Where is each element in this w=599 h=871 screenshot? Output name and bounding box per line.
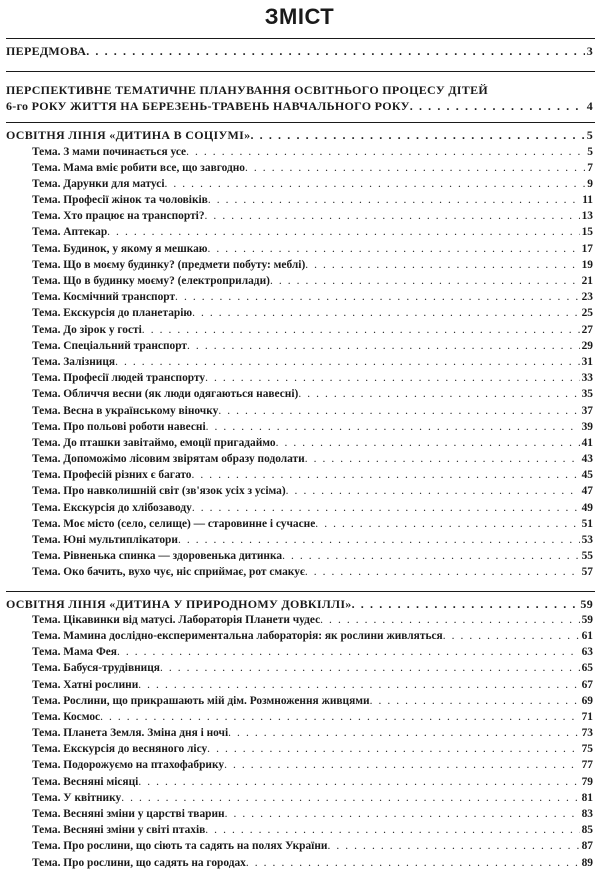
toc-entry-topic[interactable]: [6, 435, 593, 451]
toc-entry-section-nature[interactable]: [6, 596, 593, 612]
topic-page: 69: [581, 694, 593, 707]
dot-leader: [224, 757, 580, 773]
toc-entry-topic[interactable]: [6, 612, 593, 628]
dot-leader: [352, 596, 579, 612]
dot-leader: [250, 127, 584, 143]
dot-leader: [208, 241, 580, 257]
topic-label: Тема. Подорожуємо на птахофабрику: [32, 759, 225, 772]
dot-leader: [270, 273, 580, 289]
dot-leader: [205, 822, 579, 838]
planning-title-line1[interactable]: ПЕРСПЕКТИВНЕ ТЕМАТИЧНЕ ПЛАНУВАННЯ ОСВІТНЬОГО ПРОЦЕСУ ДІТЕЙ: [6, 83, 489, 98]
entry-page: 3: [586, 43, 593, 58]
dot-leader: [121, 790, 579, 806]
toc-entry-topic[interactable]: [6, 467, 593, 483]
dot-leader: [320, 612, 579, 628]
topic-label: Тема. Космічний транспорт: [32, 291, 176, 304]
topic-page: 55: [581, 550, 593, 563]
topic-page: 63: [581, 646, 593, 659]
topic-label: Тема. У квітнику: [32, 791, 122, 804]
topic-page: 23: [581, 291, 593, 304]
topic-page: 59: [581, 613, 593, 626]
topic-page: 51: [581, 517, 593, 530]
dot-leader: [205, 208, 580, 224]
dot-leader: [192, 500, 580, 516]
topic-page: 29: [581, 339, 593, 352]
topic-label: Тема. Що в моєму будинку? (предмети побуту: меблі): [32, 258, 306, 271]
toc-entry-topic[interactable]: [6, 855, 593, 871]
toc-entry-topic[interactable]: [6, 241, 593, 257]
toc-entry-topic[interactable]: [6, 419, 593, 435]
topic-page: 85: [581, 824, 593, 837]
section-label: ОСВІТНЯ ЛІНІЯ «ДИТИНА В СОЦІУМІ»: [6, 128, 251, 143]
toc-entry-topic[interactable]: [6, 208, 593, 224]
topic-label: Тема. Про польові роботи навесні: [32, 420, 206, 433]
dot-leader: [160, 660, 580, 676]
dot-leader: [192, 467, 580, 483]
topic-page: 67: [581, 678, 593, 691]
entry-label: ПЕРЕДМОВА: [6, 43, 87, 58]
dot-leader: [218, 403, 579, 419]
topic-label: Тема. Професій різних є багато: [32, 469, 192, 482]
toc-entry-topic[interactable]: [6, 144, 593, 160]
section-page: 59: [580, 596, 593, 611]
toc-entry-topic[interactable]: [6, 305, 593, 321]
topic-label: Тема. Обличчя весни (як люди одягаються навесні): [32, 388, 299, 401]
dot-leader: [305, 451, 580, 467]
topic-page: 89: [581, 856, 593, 869]
dot-leader: [327, 838, 579, 854]
topic-label: Тема. З мами починається усе: [32, 145, 187, 158]
topic-label: Тема. Бабуся-трудівниця: [32, 662, 160, 675]
dot-leader: [228, 725, 579, 741]
topic-label: Тема. Мама Фея: [32, 646, 117, 659]
toc-entry-topic[interactable]: [6, 192, 593, 208]
dot-leader: [107, 224, 579, 240]
topic-page: 33: [581, 372, 593, 385]
dot-leader: [117, 644, 580, 660]
topic-page: 49: [581, 501, 593, 514]
dot-leader: [443, 628, 580, 644]
dot-leader: [115, 354, 580, 370]
topic-label: Тема. Що в будинку моєму? (електроприлади): [32, 275, 270, 288]
dot-leader: [138, 774, 579, 790]
topic-page: 7: [587, 161, 593, 174]
dot-leader: [246, 855, 580, 871]
topic-page: 41: [581, 436, 593, 449]
topic-label: Тема. Будинок, у якому я мешкаю: [32, 242, 208, 255]
topic-page: 47: [581, 485, 593, 498]
toc-entry-topic[interactable]: [6, 660, 593, 676]
toc-entry-topic[interactable]: [6, 838, 593, 854]
toc-entry-topic[interactable]: [6, 516, 593, 532]
toc-entry-topic[interactable]: [6, 322, 593, 338]
dot-leader: [298, 386, 579, 402]
dot-leader: [100, 709, 580, 725]
topic-label: Тема. Екскурсія до хлібозаводу: [32, 501, 192, 514]
topic-page: 35: [581, 388, 593, 401]
topic-page: 21: [581, 275, 593, 288]
topic-page: 17: [581, 242, 593, 255]
topic-label: Тема. Аптекар: [32, 226, 108, 239]
dot-leader: [186, 144, 585, 160]
section-page: 5: [586, 128, 593, 143]
topic-label: Тема. Мамина дослідно-експериментальна лабораторія: як рослини живляться: [32, 629, 443, 642]
toc-entry-topic[interactable]: [6, 273, 593, 289]
toc-entry-topic[interactable]: [6, 806, 593, 822]
dot-leader: [175, 289, 580, 305]
dot-leader: [305, 564, 580, 580]
topic-label: Тема. Мама вміє робити все, що завгодно: [32, 161, 246, 174]
topic-label: Тема. Весняні зміни у царстві тварин: [32, 808, 225, 821]
toc-entry-planning[interactable]: [6, 98, 593, 114]
topic-label: Тема. До зірок у гості: [32, 323, 142, 336]
topic-page: 71: [581, 710, 593, 723]
topic-label: Тема. Планета Земля. Зміна дня і ночі: [32, 727, 229, 740]
topic-label: Тема. Про навколишній світ (зв'язок усіх з усіма): [32, 485, 286, 498]
topic-label: Тема. Око бачить, вухо чує, ніс сприймає, рот смакує: [32, 566, 305, 579]
toc-entry-preface[interactable]: [6, 43, 593, 59]
topic-label: Тема. До пташки завітаймо, емоції пригадаймо: [32, 436, 276, 449]
toc-entry-topic[interactable]: [6, 338, 593, 354]
toc-entry-topic[interactable]: [6, 451, 593, 467]
dot-leader: [165, 176, 586, 192]
topic-page: 15: [581, 226, 593, 239]
toc-entry-topic[interactable]: [6, 564, 593, 580]
planning-section: [0, 72, 599, 122]
topic-label: Тема. Спеціальний транспорт: [32, 339, 188, 352]
topic-page: 43: [581, 453, 593, 466]
topic-page: 27: [581, 323, 593, 336]
toc-entry-topic[interactable]: [6, 500, 593, 516]
dot-leader: [305, 257, 579, 273]
dot-leader: [138, 677, 579, 693]
topic-label: Тема. Космос: [32, 710, 101, 723]
topic-label: Тема. Допоможімо лісовим звірятам образу подолати: [32, 453, 305, 466]
topic-page: 25: [581, 307, 593, 320]
topic-label: Тема. Хто працює на транспорті?: [32, 210, 205, 223]
topic-page: 77: [581, 759, 593, 772]
topic-page: 5: [587, 145, 593, 158]
topic-page: 39: [581, 420, 593, 433]
topic-label: Тема. Весняні зміни у світі птахів: [32, 824, 206, 837]
topic-page: 83: [581, 808, 593, 821]
toc-entry-topic[interactable]: [6, 160, 593, 176]
dot-leader: [86, 43, 584, 59]
dot-leader: [276, 435, 580, 451]
dot-leader: [142, 322, 580, 338]
dot-leader: [178, 532, 580, 548]
toc-entry-topic[interactable]: [6, 225, 593, 241]
topic-page: 61: [581, 629, 593, 642]
topic-page: 81: [581, 791, 593, 804]
toc-entry-topic[interactable]: [6, 484, 593, 500]
toc-entry-topic[interactable]: [6, 289, 593, 305]
topic-page: 87: [581, 840, 593, 853]
topic-page: 13: [581, 210, 593, 223]
topic-label: Тема. Юні мультиплікатори: [32, 534, 178, 547]
topic-label: Тема. Екскурсія до весняного лісу: [32, 743, 208, 756]
toc-entry-topic[interactable]: [6, 758, 593, 774]
toc-entry-topic[interactable]: [6, 741, 593, 757]
topic-label: Тема. Про рослини, що сіють та садять на полях України: [32, 840, 328, 853]
section-social: [0, 123, 599, 590]
topic-page: 9: [587, 177, 593, 190]
toc-entry-topic[interactable]: [6, 725, 593, 741]
toc-entry-topic[interactable]: [6, 644, 593, 660]
topic-label: Тема. Професії людей транспорту: [32, 372, 206, 385]
dot-leader: [192, 305, 580, 321]
topic-label: Тема. Про рослини, що садять на городах: [32, 856, 246, 869]
topic-label: Тема. Цікавинки від матусі. Лабораторія Планети чудес: [32, 613, 321, 626]
dot-leader: [245, 160, 585, 176]
toc-entry-topic[interactable]: [6, 386, 593, 402]
toc-entry-topic[interactable]: [6, 774, 593, 790]
toc-entry-topic[interactable]: [6, 354, 593, 370]
toc-entry-topic[interactable]: [6, 628, 593, 644]
topic-page: 11: [582, 194, 593, 207]
topic-label: Тема. Весняні місяці: [32, 775, 139, 788]
dot-leader: [208, 192, 580, 208]
dot-leader: [410, 98, 585, 114]
topic-list-nature: [6, 612, 593, 871]
toc-entry-topic[interactable]: [6, 176, 593, 192]
topic-page: 19: [581, 258, 593, 271]
toc-entry-topic[interactable]: [6, 790, 593, 806]
toc-entry-topic[interactable]: [6, 822, 593, 838]
dot-leader: [187, 338, 580, 354]
toc-entry-topic[interactable]: [6, 548, 593, 564]
topic-label: Тема. Дарунки для матусі: [32, 177, 165, 190]
toc-entry-topic[interactable]: [6, 403, 593, 419]
topic-label: Тема. Моє місто (село, селище) — старовинне і сучасне: [32, 517, 316, 530]
topic-page: 75: [581, 743, 593, 756]
topic-page: 57: [581, 566, 593, 579]
toc-entry-section-social[interactable]: [6, 127, 593, 143]
dot-leader: [225, 806, 580, 822]
toc-entry-topic[interactable]: [6, 693, 593, 709]
topic-page: 79: [581, 775, 593, 788]
topic-page: 73: [581, 727, 593, 740]
topic-list-social: [6, 144, 593, 581]
section-label: ОСВІТНЯ ЛІНІЯ «ДИТИНА У ПРИРОДНОМУ ДОВКІЛЛІ»: [6, 596, 352, 611]
dot-leader: [370, 693, 580, 709]
toc-entry-topic[interactable]: [6, 709, 593, 725]
topic-page: 65: [581, 662, 593, 675]
topic-page: 53: [581, 534, 593, 547]
dot-leader: [315, 516, 579, 532]
section-nature: [0, 592, 599, 871]
topic-label: Тема. Хатні рослини: [32, 678, 139, 691]
dot-leader: [205, 370, 579, 386]
topic-page: 45: [581, 469, 593, 482]
topic-label: Тема. Екскурсія до планетарію: [32, 307, 193, 320]
preface-section: [0, 39, 599, 71]
topic-label: Тема. Залізниця: [32, 355, 116, 368]
entry-page: 4: [586, 99, 593, 114]
dot-leader: [282, 548, 580, 564]
dot-leader: [207, 741, 579, 757]
toc-entry-topic[interactable]: [6, 532, 593, 548]
page-title: ЗМІСТ: [264, 4, 335, 29]
toc-entry-topic[interactable]: [6, 370, 593, 386]
topic-label: Тема. Рослини, що прикрашають мій дім. Розмноження живцями: [32, 694, 370, 707]
topic-label: Тема. Весна в українському віночку: [32, 404, 219, 417]
topic-label: Тема. Рівненька спинка — здоровенька дитинка: [32, 550, 283, 563]
topic-page: 31: [581, 355, 593, 368]
topic-page: 37: [581, 404, 593, 417]
toc-entry-topic[interactable]: [6, 257, 593, 273]
topic-label: Тема. Професії жінок та чоловіків: [32, 194, 208, 207]
dot-leader: [286, 483, 580, 499]
dot-leader: [206, 419, 580, 435]
entry-label: 6-го РОКУ ЖИТТЯ НА БЕРЕЗЕНЬ-ТРАВЕНЬ НАВЧАЛЬНОГО РОКУ: [6, 99, 410, 114]
toc-entry-topic[interactable]: [6, 677, 593, 693]
